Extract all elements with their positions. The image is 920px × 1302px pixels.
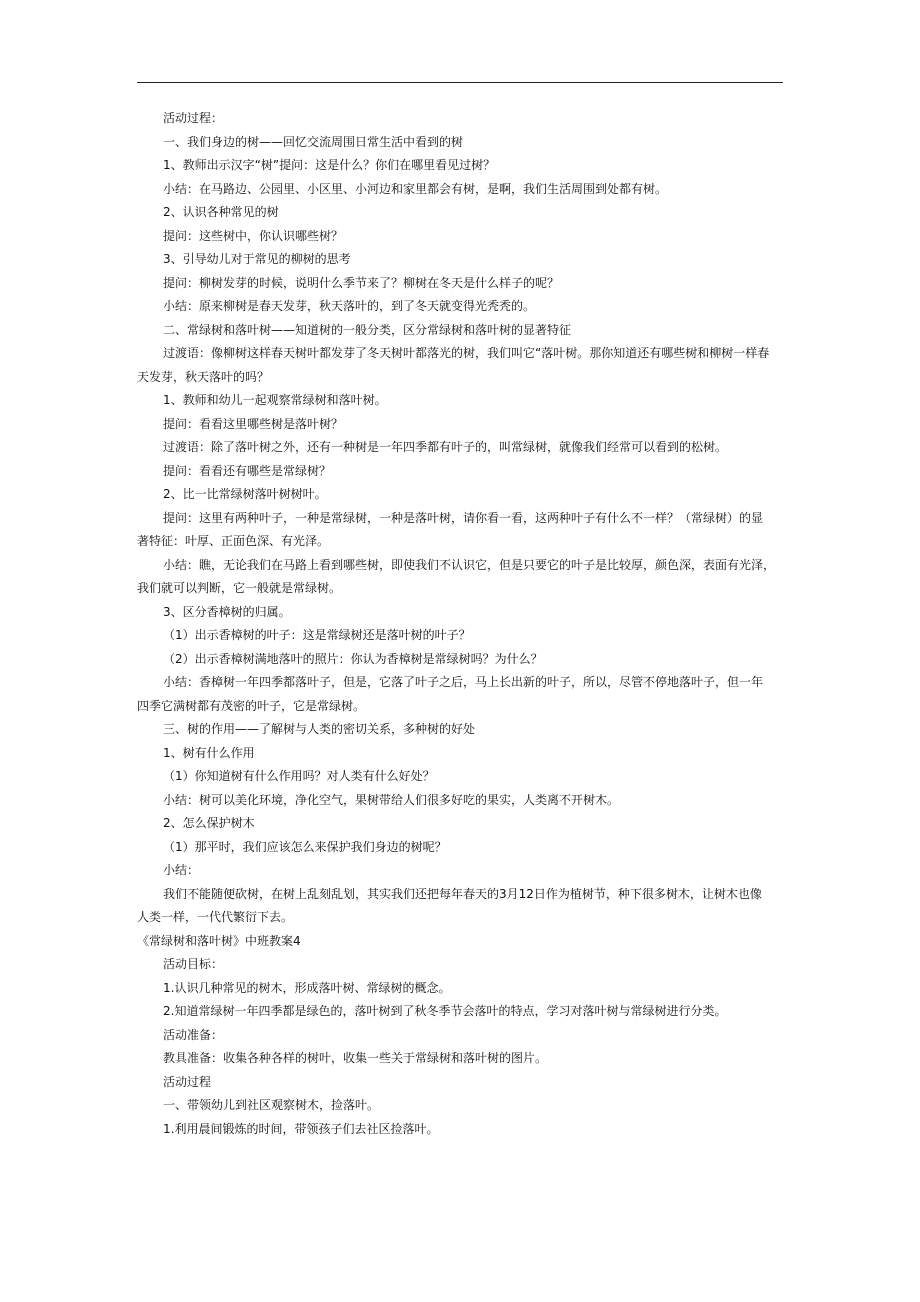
text-line: 过渡语：除了落叶树之外，还有一种树是一年四季都有叶子的，叫常绿树，就像我们经常可以看到的松树。 [163,440,728,454]
text-line: 小结：香樟树一年四季都落叶子，但是，它落了叶子之后，马上长出新的叶子，所以，尽管不停地落叶子，但一年 [163,675,764,689]
text-line: （1）你知道树有什么作用吗？对人类有什么好处？ [163,769,435,783]
text-line: 我们不能随便砍树，在树上乱刻乱划，其实我们还把每年春天的3月12日作为植树节，种下很多树木，让树木也像 [163,886,762,901]
text-line: 我们就可以判断，它一般就是常绿树。 [137,581,342,595]
text-line: （1）那平时，我们应该怎么来保护我们身边的树呢？ [163,839,447,854]
text-line: （2）出示香樟树满地落叶的照片：你认为香樟树是常绿树吗？为什么？ [163,651,543,666]
text-line: 活动过程： [163,111,224,125]
text-line: 2、认识各种常见的树 [163,205,279,219]
text-line: 著特征：叶厚、正面色深、有光泽。 [137,534,330,548]
text-line: 三、树的作用——了解树与人类的密切关系，多种树的好处 [163,722,476,736]
text-line: 二、常绿树和落叶树——知道树的一般分类，区分常绿树和落叶树的显著特征 [163,322,572,337]
text-line: 2、比一比常绿树落叶树树叶。 [163,487,327,501]
text-line: 提问：柳树发芽的时候，说明什么季节来了？柳树在冬天是什么样子的呢？ [163,275,560,290]
text-line: 《常绿树和落叶树》中班教案4 [137,933,301,948]
text-line: 教具准备：收集各种各样的树叶，收集一些关于常绿树和落叶树的图片。 [163,1051,548,1065]
text-line: 提问：看看这里哪些树是落叶树？ [163,416,344,431]
text-line: 活动过程 [163,1074,212,1089]
text-line: 提问：这些树中，你认识哪些树？ [163,228,344,243]
text-line: 小结：树可以美化环境，净化空气，果树带给人们很多好吃的果实，人类离不开树木。 [163,792,620,807]
document-body [137,107,783,1141]
header-rule [137,82,783,83]
text-line: 一、带领幼儿到社区观察树木，捡落叶。 [163,1098,380,1112]
text-line: （1）出示香樟树的叶子：这是常绿树还是落叶树的叶子？ [163,628,471,642]
text-line: 提问：这里有两种叶子，一种是常绿树，一种是落叶树，请你看一看，这两种叶子有什么不一样？（常绿树）的显 [163,510,764,525]
text-line: 活动目标： [163,957,224,971]
text-line: 1.利用晨间锻炼的时间，带领孩子们去社区捡落叶。 [163,1121,439,1136]
text-line: 1.认识几种常见的树木，形成落叶树、常绿树的概念。 [163,980,451,995]
text-line: 一、我们身边的树——回忆交流周围日常生活中看到的树 [163,134,464,149]
text-line: 1、教师和幼儿一起观察常绿树和落叶树。 [163,393,387,407]
text-line: 2、怎么保护树木 [163,816,255,830]
text-line: 天发芽，秋天落叶的吗？ [137,369,270,384]
text-line: 小结： [163,863,200,877]
text-line: 2.知道常绿树一年四季都是绿色的，落叶树到了秋冬季节会落叶的特点，学习对落叶树与常绿树进行分类。 [163,1004,727,1018]
text-line: 小结：原来柳树是春天发芽，秋天落叶的，到了冬天就变得光秃秃的。 [163,299,536,313]
text-line: 1、树有什么作用 [163,745,255,760]
text-line: 小结：瞧，无论我们在马路上看到哪些树，即使我们不认识它，但是只要它的叶子是比较厚，颜色深，表面有光泽， [163,557,776,572]
text-line: 小结：在马路边、公园里、小区里、小河边和家里都会有树，是啊，我们生活周围到处都有树。 [163,181,668,196]
text-line: 活动准备： [163,1027,224,1042]
text-line: 3、引导幼儿对于常见的柳树的思考 [163,252,351,266]
text-line: 3、区分香樟树的归属。 [163,604,291,619]
text-line: 四季它满树都有茂密的叶子，它是常绿树。 [137,698,366,713]
text-line: 1、教师出示汉字“树”提问：这是什么？你们在哪里看见过树？ [163,158,496,172]
text-line: 过渡语：像柳树这样春天树叶都发芽了冬天树叶都落光的树，我们叫它“落叶树。那你知道还有哪些树和柳树一样春 [163,346,770,360]
text-line: 提问：看看还有哪些是常绿树？ [163,463,332,478]
text-line: 人类一样，一代代繁衍下去。 [137,910,294,924]
